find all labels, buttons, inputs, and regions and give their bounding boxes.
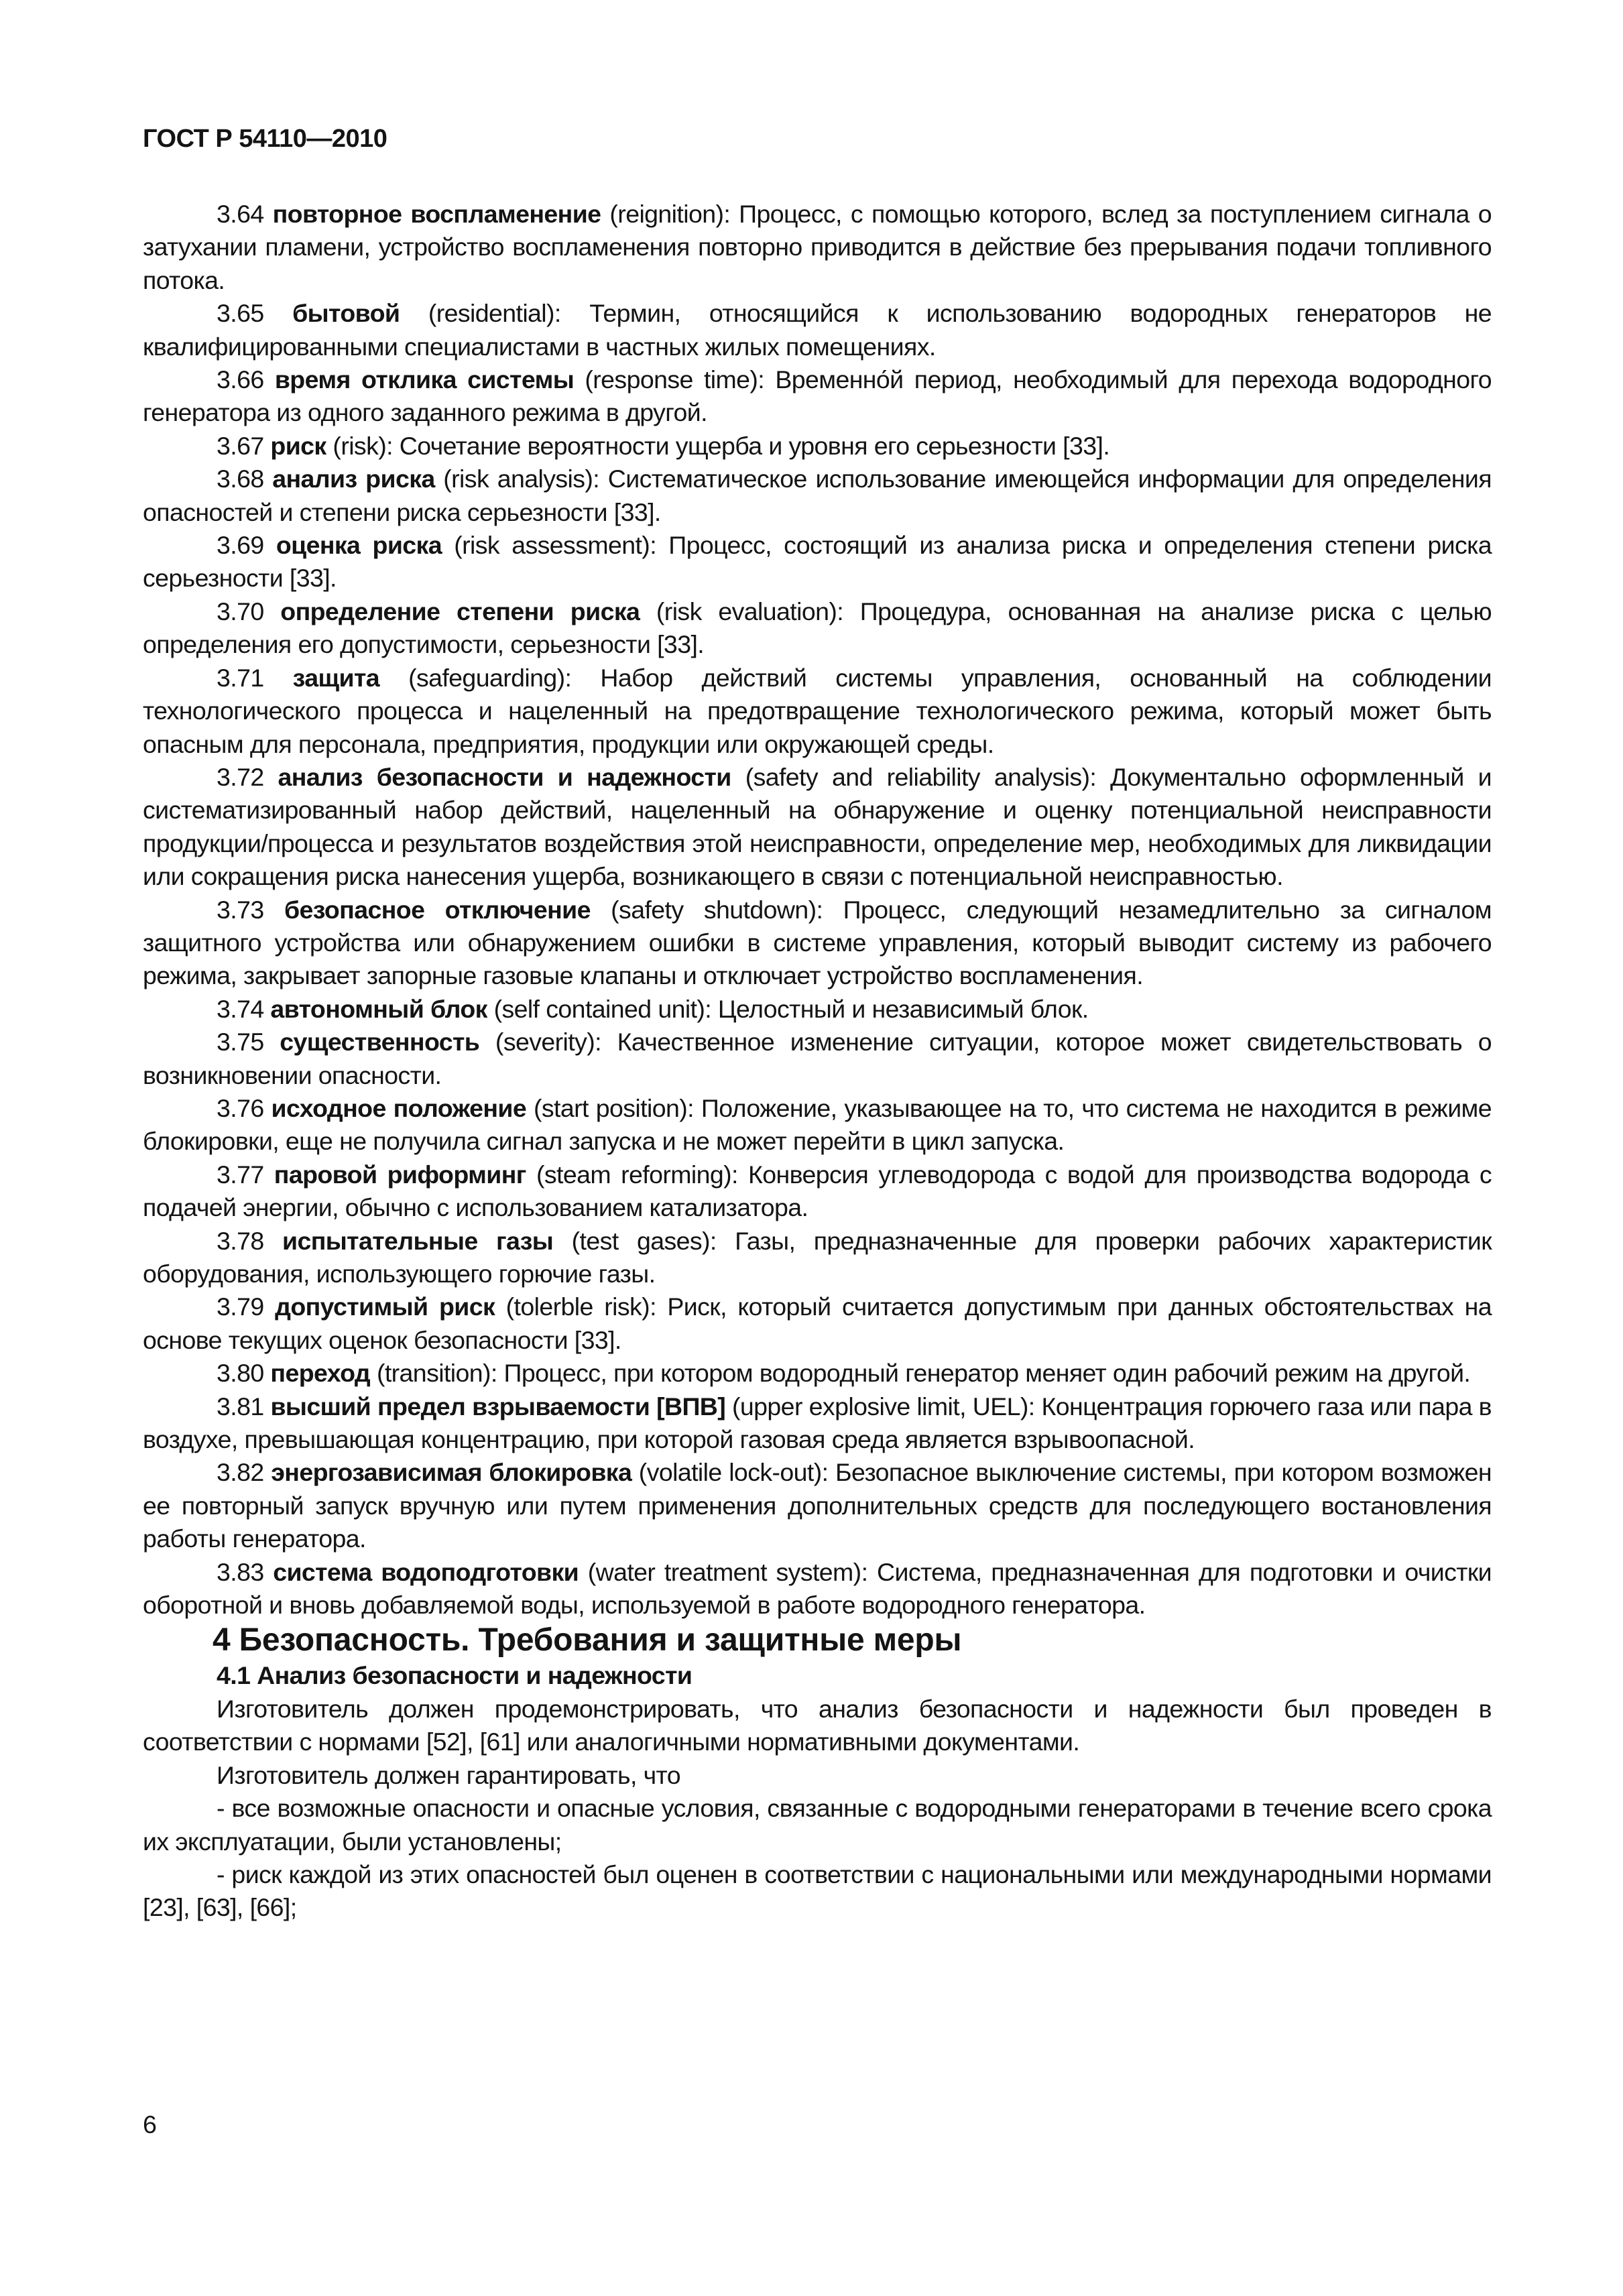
term-entry-3-64	[143, 198, 1492, 297]
term-name: автономный блок	[270, 994, 487, 1023]
term-definition: (response time): Временно́й период, необходимый для перехода водородного генератора из одного заданного режима в другой.	[143, 365, 1492, 427]
page-number: 6	[143, 2110, 157, 2138]
term-entry-3-73	[143, 894, 1492, 993]
term-definition: (residential): Термин, относящийся к использованию водородных генераторов не квалифицированными специалистами в частных жилых помещениях.	[143, 299, 1492, 361]
term-entry-3-72	[143, 761, 1492, 894]
term-name: риск	[270, 431, 326, 460]
term-definition: (water treatment system): Система, предназначенная для подготовки и очистки оборотной и вновь добавляемой воды, используемой в работе водородного генератора.	[143, 1557, 1492, 1620]
term-name: анализ риска	[272, 465, 435, 493]
term-entry-3-70	[143, 595, 1492, 662]
term-number: 3.75	[217, 1028, 264, 1056]
term-name: исходное положение	[271, 1093, 527, 1122]
term-number: 3.82	[217, 1458, 264, 1487]
term-name: существенность	[280, 1028, 480, 1056]
document-body	[143, 198, 1492, 1925]
term-definition: (steam reforming): Конверсия углеводорода с водой для производства водорода с подачей энергии, обычно с использованием катализатора.	[143, 1160, 1492, 1222]
term-name: оценка риска	[276, 531, 442, 560]
term-number: 3.78	[217, 1226, 264, 1255]
term-number: 3.74	[217, 994, 264, 1023]
term-number: 3.81	[217, 1392, 264, 1421]
term-entry-3-67	[143, 430, 1492, 463]
term-name: переход	[270, 1359, 371, 1388]
term-number: 3.64	[217, 200, 264, 228]
term-name: энергозависимая блокировка	[271, 1458, 632, 1487]
term-name: испытательные газы	[282, 1226, 554, 1255]
term-definition: (volatile lock-out): Безопасное выключение системы, при котором возможен ее повторный запуск вручную или путем применения дополнительных средств для последующего востановления работы генератора.	[143, 1458, 1492, 1553]
term-name: анализ безопасности и надежности	[278, 762, 731, 791]
term-entry-3-76	[143, 1092, 1492, 1158]
section-paragraph: Изготовитель должен продемонстрировать, что анализ безопасности и надежности был проведен в соответствии с нормами [52], [61] или аналогичными нормативными документами.	[143, 1694, 1492, 1756]
term-name: бытовой	[292, 299, 400, 328]
term-definition: (transition): Процесс, при котором водородный генератор меняет один рабочий режим на другой.	[370, 1359, 1471, 1388]
term-entry-3-75	[143, 1026, 1492, 1092]
term-name: высший предел взрываемости [ВПВ]	[270, 1392, 726, 1421]
term-entry-3-66	[143, 363, 1492, 430]
list-item: - все возможные опасности и опасные условия, связанные с водородными генераторами в течение всего срока их эксплуатации, были установлены;	[143, 1794, 1492, 1856]
term-number: 3.80	[217, 1359, 264, 1388]
term-name: время отклика системы	[274, 365, 575, 394]
term-name: допустимый риск	[275, 1292, 495, 1321]
section-heading: 4 Безопасность. Требования и защитные меры	[213, 1622, 962, 1658]
term-number: 3.76	[217, 1093, 264, 1122]
term-entry-3-68	[143, 463, 1492, 529]
term-entry-3-78	[143, 1225, 1492, 1291]
term-entry-3-79	[143, 1290, 1492, 1357]
term-definition: (self contained unit): Целостный и независимый блок.	[487, 994, 1089, 1023]
term-definition: (start position): Положение, указывающее на то, что система не находится в режиме блокировки, еще не получила сигнал запуска и не может перейти в цикл запуска.	[143, 1093, 1492, 1156]
term-name: система водоподготовки	[273, 1557, 579, 1586]
document-code-header: ГОСТ Р 54110—2010	[143, 125, 387, 153]
term-number: 3.79	[217, 1292, 264, 1321]
term-name: защита	[292, 663, 379, 692]
term-number: 3.71	[217, 663, 264, 692]
term-number: 3.65	[217, 299, 264, 328]
term-entry-3-81	[143, 1390, 1492, 1457]
term-entry-3-71	[143, 662, 1492, 761]
term-number: 3.66	[217, 365, 264, 394]
term-definition: (upper explosive limit, UEL): Концентрация горючего газа или пара в воздухе, превышающая концентрацию, при которой газовая среда является взрывоопасной.	[143, 1392, 1492, 1454]
term-number: 3.70	[217, 597, 264, 625]
term-definition: (risk assessment): Процесс, состоящий из анализа риска и определения степени риска серьезности [33].	[143, 531, 1492, 593]
term-entry-3-82	[143, 1456, 1492, 1555]
term-definition: (safeguarding): Набор действий системы управления, основанный на соблюдении технологического процесса и нацеленный на предотвращение технологического режима, который может быть опасным для персонала, предприятия, продукции или окружающей среды.	[143, 663, 1492, 758]
term-entry-3-80	[143, 1357, 1492, 1390]
term-definition: (reignition): Процесс, с помощью которого, вслед за поступлением сигнала о затухании пламени, устройство воспламенения повторно приводится в действие без прерывания подачи топливного потока.	[143, 200, 1492, 294]
term-entry-3-77	[143, 1158, 1492, 1225]
term-definition: (safety shutdown): Процесс, следующий незамедлительно за сигналом защитного устройства или обнаружением ошибки в системе управления, который выводит систему из рабочего режима, закрывает запорные газовые клапаны и отключает устройство воспламенения.	[143, 895, 1492, 990]
term-number: 3.67	[217, 431, 264, 460]
term-number: 3.83	[217, 1557, 264, 1586]
term-name: паровой риформинг	[274, 1160, 526, 1189]
term-name: определение степени риска	[280, 597, 640, 625]
term-definition: (risk analysis): Систематическое использование имеющейся информации для определения опасностей и степени риска серьезности [33].	[143, 465, 1492, 526]
section-paragraph: Изготовитель должен гарантировать, что	[217, 1760, 680, 1789]
term-definition: (test gases): Газы, предназначенные для проверки рабочих характеристик оборудования, использующего горючие газы.	[143, 1226, 1492, 1288]
term-entry-3-69	[143, 529, 1492, 595]
term-entry-3-65	[143, 297, 1492, 363]
subsection-heading: 4.1 Анализ безопасности и надежности	[217, 1661, 693, 1690]
term-number: 3.77	[217, 1160, 264, 1189]
term-entry-3-83	[143, 1556, 1492, 1622]
term-number: 3.72	[217, 762, 264, 791]
term-definition: (safety and reliability analysis): Документально оформленный и систематизированный набор действий, нацеленный на обнаружение и оценку потенциальной неисправности продукции/процесса и результатов воздействия этой неисправности, определение мер, необходимых для ликвидации или сокращения риска нанесения ущерба, возникающего в связи с потенциальной неисправностью.	[143, 762, 1492, 891]
term-definition: (severity): Качественное изменение ситуации, которое может свидетельствовать о возникновении опасности.	[143, 1028, 1492, 1089]
term-name: повторное воспламенение	[272, 200, 601, 228]
term-name: безопасное отключение	[284, 895, 591, 924]
term-definition: (risk evaluation): Процедура, основанная на анализе риска с целью определения его допустимости, серьезности [33].	[143, 597, 1492, 659]
term-definition: (risk): Сочетание вероятности ущерба и уровня его серьезности [33].	[326, 431, 1110, 460]
term-number: 3.69	[217, 531, 264, 560]
term-number: 3.73	[217, 895, 264, 924]
term-entry-3-74	[143, 993, 1492, 1026]
term-number: 3.68	[217, 465, 264, 493]
term-definition: (tolerble risk): Риск, который считается допустимым при данных обстоятельствах на основе текущих оценок безопасности [33].	[143, 1292, 1492, 1354]
list-item: - риск каждой из этих опасностей был оценен в соответствии с национальными или международными нормами [23], [63], [66];	[143, 1860, 1492, 1922]
